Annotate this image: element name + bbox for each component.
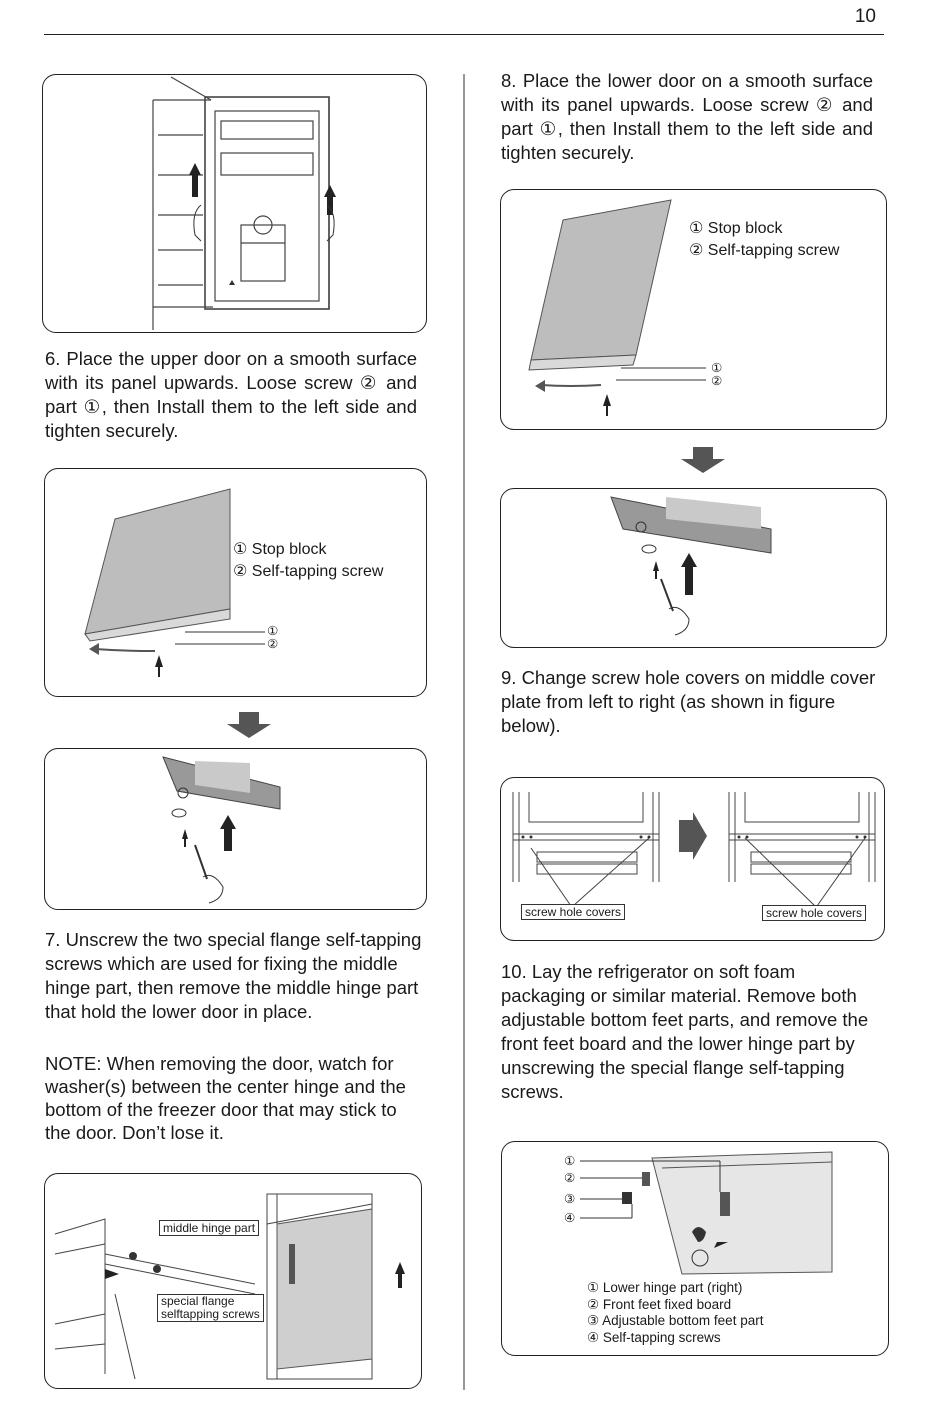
step6-callout-2: ② [267,637,279,651]
flange-screws-label [157,1294,264,1322]
flange-screws-label-line1: special flange [161,1294,235,1308]
step10-callout-1: ① [564,1154,576,1168]
down-arrow-icon [681,447,725,473]
step6-legend-stop-block: ① Stop block [233,541,327,558]
figure-step10-lower-hinge [501,1141,889,1356]
middle-hinge-illustration [45,1174,421,1388]
figure-step8-door [500,189,887,430]
fridge-door-open-illustration [43,75,426,332]
step10-callout-2: ② [564,1171,576,1185]
step6-legend-screw: ② Self-tapping screw [233,563,384,580]
figure-upper-door-removal [42,74,427,333]
middle-hinge-label: middle hinge part [159,1220,259,1236]
step10-legend-lower-hinge: ① Lower hinge part (right) [587,1280,743,1295]
page-number: 10 [854,6,876,27]
screw-hole-covers-label-left: screw hole covers [521,904,625,920]
step6-text: 6. Place the upper door on a smooth surface with its panel upwards. Loose screw ② and part ①, then Install them to the left side and tighten securely. [45,348,417,441]
step8-callout-1: ① [711,361,723,375]
figure-step6-door [44,468,427,697]
step9-text: 9. Change screw hole covers on middle cover plate from left to right (as shown in figure below). [501,667,876,736]
step7-text: 7. Unscrew the two special flange self-tapping screws which are used for fixing the middle hinge part, then remove the middle hinge part that hold the lower door in place. [45,929,422,1022]
step7-note: NOTE: When removing the door, watch for washer(s) between the center hinge and the bottom of the freezer door that may stick to the door. Don’t lose it. [45,1053,406,1143]
step8-legend-screw: ② Self-tapping screw [689,242,840,259]
step6-callout-1: ① [267,624,279,638]
step8-text: 8. Place the lower door on a smooth surface with its panel upwards. Loose screw ② and part ①, then Install them to the left side and tighten securely. [501,70,873,163]
figure-step6-screw-install [44,748,427,910]
screwdriver-hinge-illustration [501,489,886,647]
step10-callout-3: ③ [564,1192,576,1206]
screwdriver-hinge-illustration [45,749,426,909]
down-arrow-icon [227,712,271,738]
step8-callout-2: ② [711,374,723,388]
step10-text: 10. Lay the refrigerator on soft foam packaging or similar material. Remove both adjustable bottom feet parts, and remove the front feet board and the lower hinge part by unscrewing the special flange self-tapping screws. [501,961,869,1102]
figure-step8-screw-install [500,488,887,648]
step10-legend-adjustable-feet: ③ Adjustable bottom feet part [587,1313,764,1328]
screw-hole-covers-label-right: screw hole covers [762,905,866,921]
step10-legend-screws: ④ Self-tapping screws [587,1329,721,1345]
flange-screws-label-line2: selftapping screws [161,1307,260,1321]
figure-step9-covers [500,777,885,941]
header-rule [44,34,884,35]
step8-legend-stop-block: ① Stop block [689,220,783,237]
step10-callout-4: ④ [564,1211,576,1225]
figure-step7-middle-hinge [44,1173,422,1389]
column-divider [463,74,465,1390]
step10-legend-feet-board: ② Front feet fixed board [587,1296,732,1312]
